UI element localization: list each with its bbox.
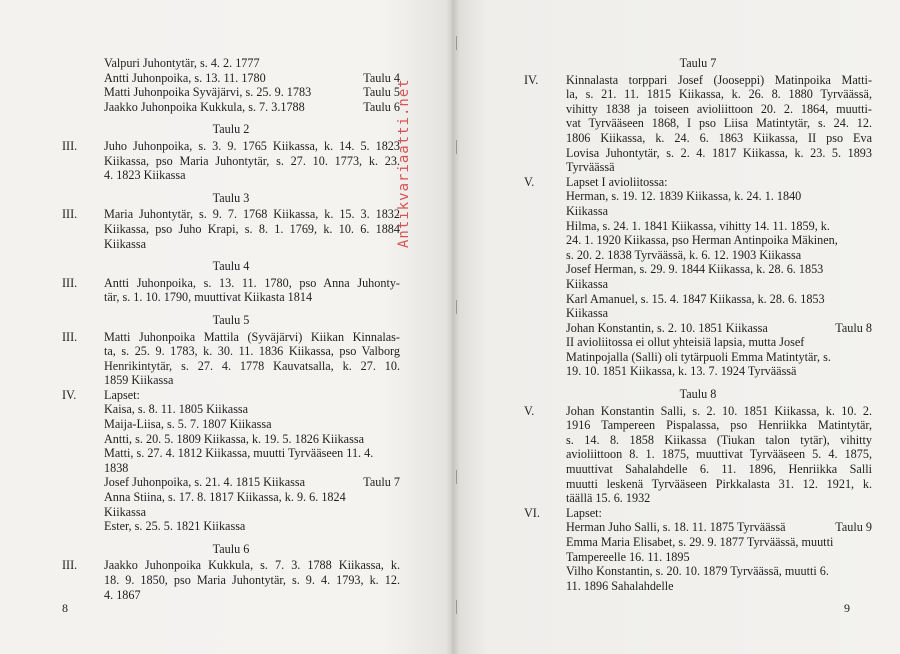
line-text: Jaakko Juhonpoika Kukkula, s. 7. 3.1788 [104,99,305,114]
text-line: Jaakko Juhonpoika Kukkula, s. 7. 3. 1788 Kiikassa, k. [104,558,400,573]
line-text: Valpuri Juhontytär, s. 4. 2. 1777 [104,56,260,70]
right-page [452,0,900,654]
taulu-ref: Taulu 6 [363,99,400,114]
line-text: Kiikassa [566,306,608,321]
entry-body [104,330,400,388]
entry [524,506,872,594]
line-text: Kiikassa [566,203,608,218]
text-line: 4. 1823 Kiikassa [104,168,186,183]
entry [62,388,400,534]
line-text: Emma Maria Elisabet, s. 29. 9. 1877 Tyrväässä, muutti [566,535,834,549]
section-heading: Taulu 8 [679,387,717,402]
list-item [104,505,400,520]
taulu-ref: Taulu 8 [835,320,872,335]
binding-stitch [456,140,457,154]
list-item [566,579,872,594]
line-text: 11. 1896 Sahalahdelle [566,578,674,593]
line-text: II avioliitossa ei ollut yhteisiä lapsia, mutta Josef [566,335,805,350]
line-text: 19. 10. 1851 Kiikassa, k. 13. 7. 1924 Tyrväässä [566,364,797,379]
line-text: Josef Juhonpoika, s. 21. 4. 1815 Kiikassa [104,475,306,490]
generation-number: V. [524,174,535,189]
text-line: Maria Juhontytär, s. 9. 7. 1768 Kiikassa, k. 15. 3. 1832 [104,207,400,222]
list-item [566,564,872,579]
generation-number: III. [62,275,78,290]
text-line: ta, s. 25. 9. 1783, k. 30. 11. 1836 Kiikassa, pso Valborg [104,344,400,359]
section-heading: Taulu 5 [212,312,250,327]
line-text: Johan Konstantin, s. 2. 10. 1851 Kiikassa [566,320,768,335]
list-item [566,535,872,550]
line-text: Ester, s. 25. 5. 1821 Kiikassa [104,519,246,534]
generation-number: III. [62,558,78,573]
list-item [566,292,872,307]
text-line [104,56,400,71]
taulu-ref: Taulu 7 [363,475,400,490]
taulu-ref: Taulu 9 [835,520,872,535]
list-item [104,519,400,534]
text-line: 1916 Tampereen Pispalassa, pso Henriikka Matintytär, [566,418,872,433]
line-text: Kaisa, s. 8. 11. 1805 Kiikassa [104,402,249,417]
entry [524,73,872,175]
generation-number: III. [62,138,78,153]
list-item [566,520,872,535]
page-number: 9 [844,601,850,615]
binding-stitch [456,36,457,50]
entry-body [566,175,872,379]
entry-body [566,404,872,506]
text-line: 1806 Kiikassa, k. 24. 6. 1863 Kiikassa, II pso Eva [566,130,872,145]
entry [524,175,872,379]
text-line: avioliittoon 8. 1. 1875, muuttivat Tyrvääseen 5. 4. 1875, [566,447,872,462]
entry [62,330,400,388]
section-heading: Taulu 3 [212,190,250,205]
text-line: Kiikassa [104,236,146,251]
text-line [104,71,400,86]
generation-number: III. [62,329,78,344]
line-text: Kiikassa [566,276,608,291]
line-text: Tampereelle 16. 11. 1895 [566,549,690,564]
text-line: Tyrväässä [566,160,615,175]
generation-number: IV. [524,72,539,87]
list-item [566,550,872,565]
text-line: täällä 15. 6. 1932 [566,491,651,506]
list-item [566,262,872,277]
text-line: vihitty 1838 ja toiseen avioliittoon 20. 2. 1864, muutti- [566,101,872,116]
section-heading: Taulu 2 [212,122,250,137]
entry [524,404,872,506]
line-text: Vilho Konstantin, s. 20. 10. 1879 Tyrväässä, muutti 6. [566,564,829,579]
text-line: Matti Juhonpoika Mattila (Syväjärvi) Kiikan Kinnalas- [104,329,400,344]
intro-children [62,56,400,114]
text-line: Henrikintytär, s. 27. 4. 1778 Kauvatsalla, k. 27. 10. [104,358,400,373]
list-item [566,321,872,336]
text-line: muuttivat Sahalahdelle 6. 11. 1896, Henriikka Salli [566,462,872,477]
list-item [566,219,872,234]
list-item [104,490,400,505]
entry [62,558,400,602]
line-text: s. 20. 2. 1838 Tyrväässä, k. 6. 12. 1903 Kiikassa [566,247,802,262]
list-item [566,350,872,365]
list-item [104,461,400,476]
line-text: Josef Herman, s. 29. 9. 1844 Kiikassa, k. 28. 6. 1853 [566,262,824,277]
line-text: Herman Juho Salli, s. 18. 11. 1875 Tyrväässä [566,520,786,535]
text-line: vat Tyrvääseen 1868, I pso Liisa Matintytär, s. 24. 12. [566,116,872,131]
text-line [104,85,400,100]
list-item [104,475,400,490]
text-line: Johan Konstantin Salli, s. 2. 10. 1851 Kiikassa, k. 10. 2. [566,403,872,418]
section-heading: Taulu 7 [679,56,717,70]
text-line: Kiikassa, pso Juho Krapi, s. 8. 1. 1769, k. 10. 6. 1884 [104,221,400,236]
text-line [104,100,400,115]
section-heading: Taulu 6 [212,541,250,556]
line-text: Kiikassa [104,504,146,519]
entry-body [104,276,400,305]
taulu-ref: Taulu 5 [363,85,400,100]
generation-number: III. [62,207,78,222]
line-text: Matti Juhonpoika Syväjärvi, s. 25. 9. 1783 [104,85,312,100]
text-line: Antti Juhonpoika, s. 13. 11. 1780, pso Anna Juhonty- [104,275,400,290]
line-text: Herman, s. 19. 12. 1839 Kiikassa, k. 24. 1. 1840 [566,189,802,204]
text-line: muutti leskenä Tyrvääseen Pirkkalasta 31. 12. 1921, k. [566,476,872,491]
list-item [566,248,872,263]
binding-stitch [456,470,457,484]
list-item [104,446,400,461]
text-line: 4. 1867 [104,587,141,602]
text-line: la, s. 21. 11. 1815 Kiikassa, k. 26. 8. 1880 Tyrväässä, [566,87,872,102]
text-line: tär, s. 1. 10. 1790, muuttivat Kiikasta 1814 [104,290,313,305]
line-text: Antti Juhonpoika, s. 13. 11. 1780 [104,70,266,85]
list-item [566,233,872,248]
entry-body [104,207,400,251]
list-item [104,432,400,447]
taulu-ref: Taulu 4 [363,70,400,85]
entry [62,276,400,305]
entry-body [566,506,872,594]
list-item [566,277,872,292]
lapset-label: Lapset I avioliitossa: [566,174,668,189]
list-item [566,306,872,321]
generation-number: V. [524,403,535,418]
text-line: 1859 Kiikassa [104,373,174,388]
section-heading: Taulu 4 [212,259,250,274]
line-text: Matti, s. 27. 4. 1812 Kiikassa, muutti Tyrvääseen 11. 4. [104,446,374,461]
line-text: 1838 [104,460,129,475]
list-item [566,364,872,379]
text-line: Juho Juhonpoika, s. 3. 9. 1765 Kiikassa, k. 14. 5. 1823 [104,138,400,153]
right-page-text [524,56,872,593]
entry-body [566,73,872,175]
entry-body [104,558,400,602]
list-item [104,417,400,432]
list-item [104,402,400,417]
entry [62,207,400,251]
line-text: 24. 1. 1920 Kiikassa, pso Herman Antinpoika Mäkinen, [566,233,838,248]
text-line: Kinnalasta torppari Josef (Jooseppi) Matinpoika Matti- [566,72,872,87]
list-item [566,189,872,204]
lapset-label: Lapset: [566,505,602,520]
book-gutter [446,0,460,654]
text-line: Lovisa Juhontytär, s. 2. 4. 1817 Kiikassa, k. 23. 5. 1893 [566,145,872,160]
entry [62,139,400,183]
line-text: Anna Stiina, s. 17. 8. 1817 Kiikassa, k. 9. 6. 1824 [104,490,346,505]
text-line: Kiikassa, pso Maria Juhontytär, s. 27. 10. 1773, k. 23. [104,153,400,168]
generation-number: IV. [62,387,77,402]
text-line: s. 14. 8. 1858 Kiikassa (Tiukan talon tytär), vihitty [566,432,872,447]
list-item [566,335,872,350]
line-text: Maija-Liisa, s. 5. 7. 1807 Kiikassa [104,417,272,432]
watermark: Antikvariaatti.net [396,78,412,248]
line-text: Karl Amanuel, s. 15. 4. 1847 Kiikassa, k. 28. 6. 1853 [566,291,825,306]
text-line: 18. 9. 1850, pso Maria Juhontytär, s. 9. 4. 1793, k. 12. [104,573,400,587]
line-text: Matinpojalla (Salli) oli tytärpuoli Emma Matintytär, s. [566,349,831,364]
lapset-label: Lapset: [104,387,140,402]
left-page-text [62,56,400,602]
binding-stitch [456,600,457,614]
entry-body [104,388,400,534]
generation-number: VI. [524,505,540,520]
entry-body [104,139,400,183]
line-text: Antti, s. 20. 5. 1809 Kiikassa, k. 19. 5. 1826 Kiikassa [104,431,364,446]
list-item [566,204,872,219]
line-text: Hilma, s. 24. 1. 1841 Kiikassa, vihitty 14. 11. 1859, k. [566,218,830,233]
binding-stitch [456,300,457,314]
page-number: 8 [62,601,68,615]
